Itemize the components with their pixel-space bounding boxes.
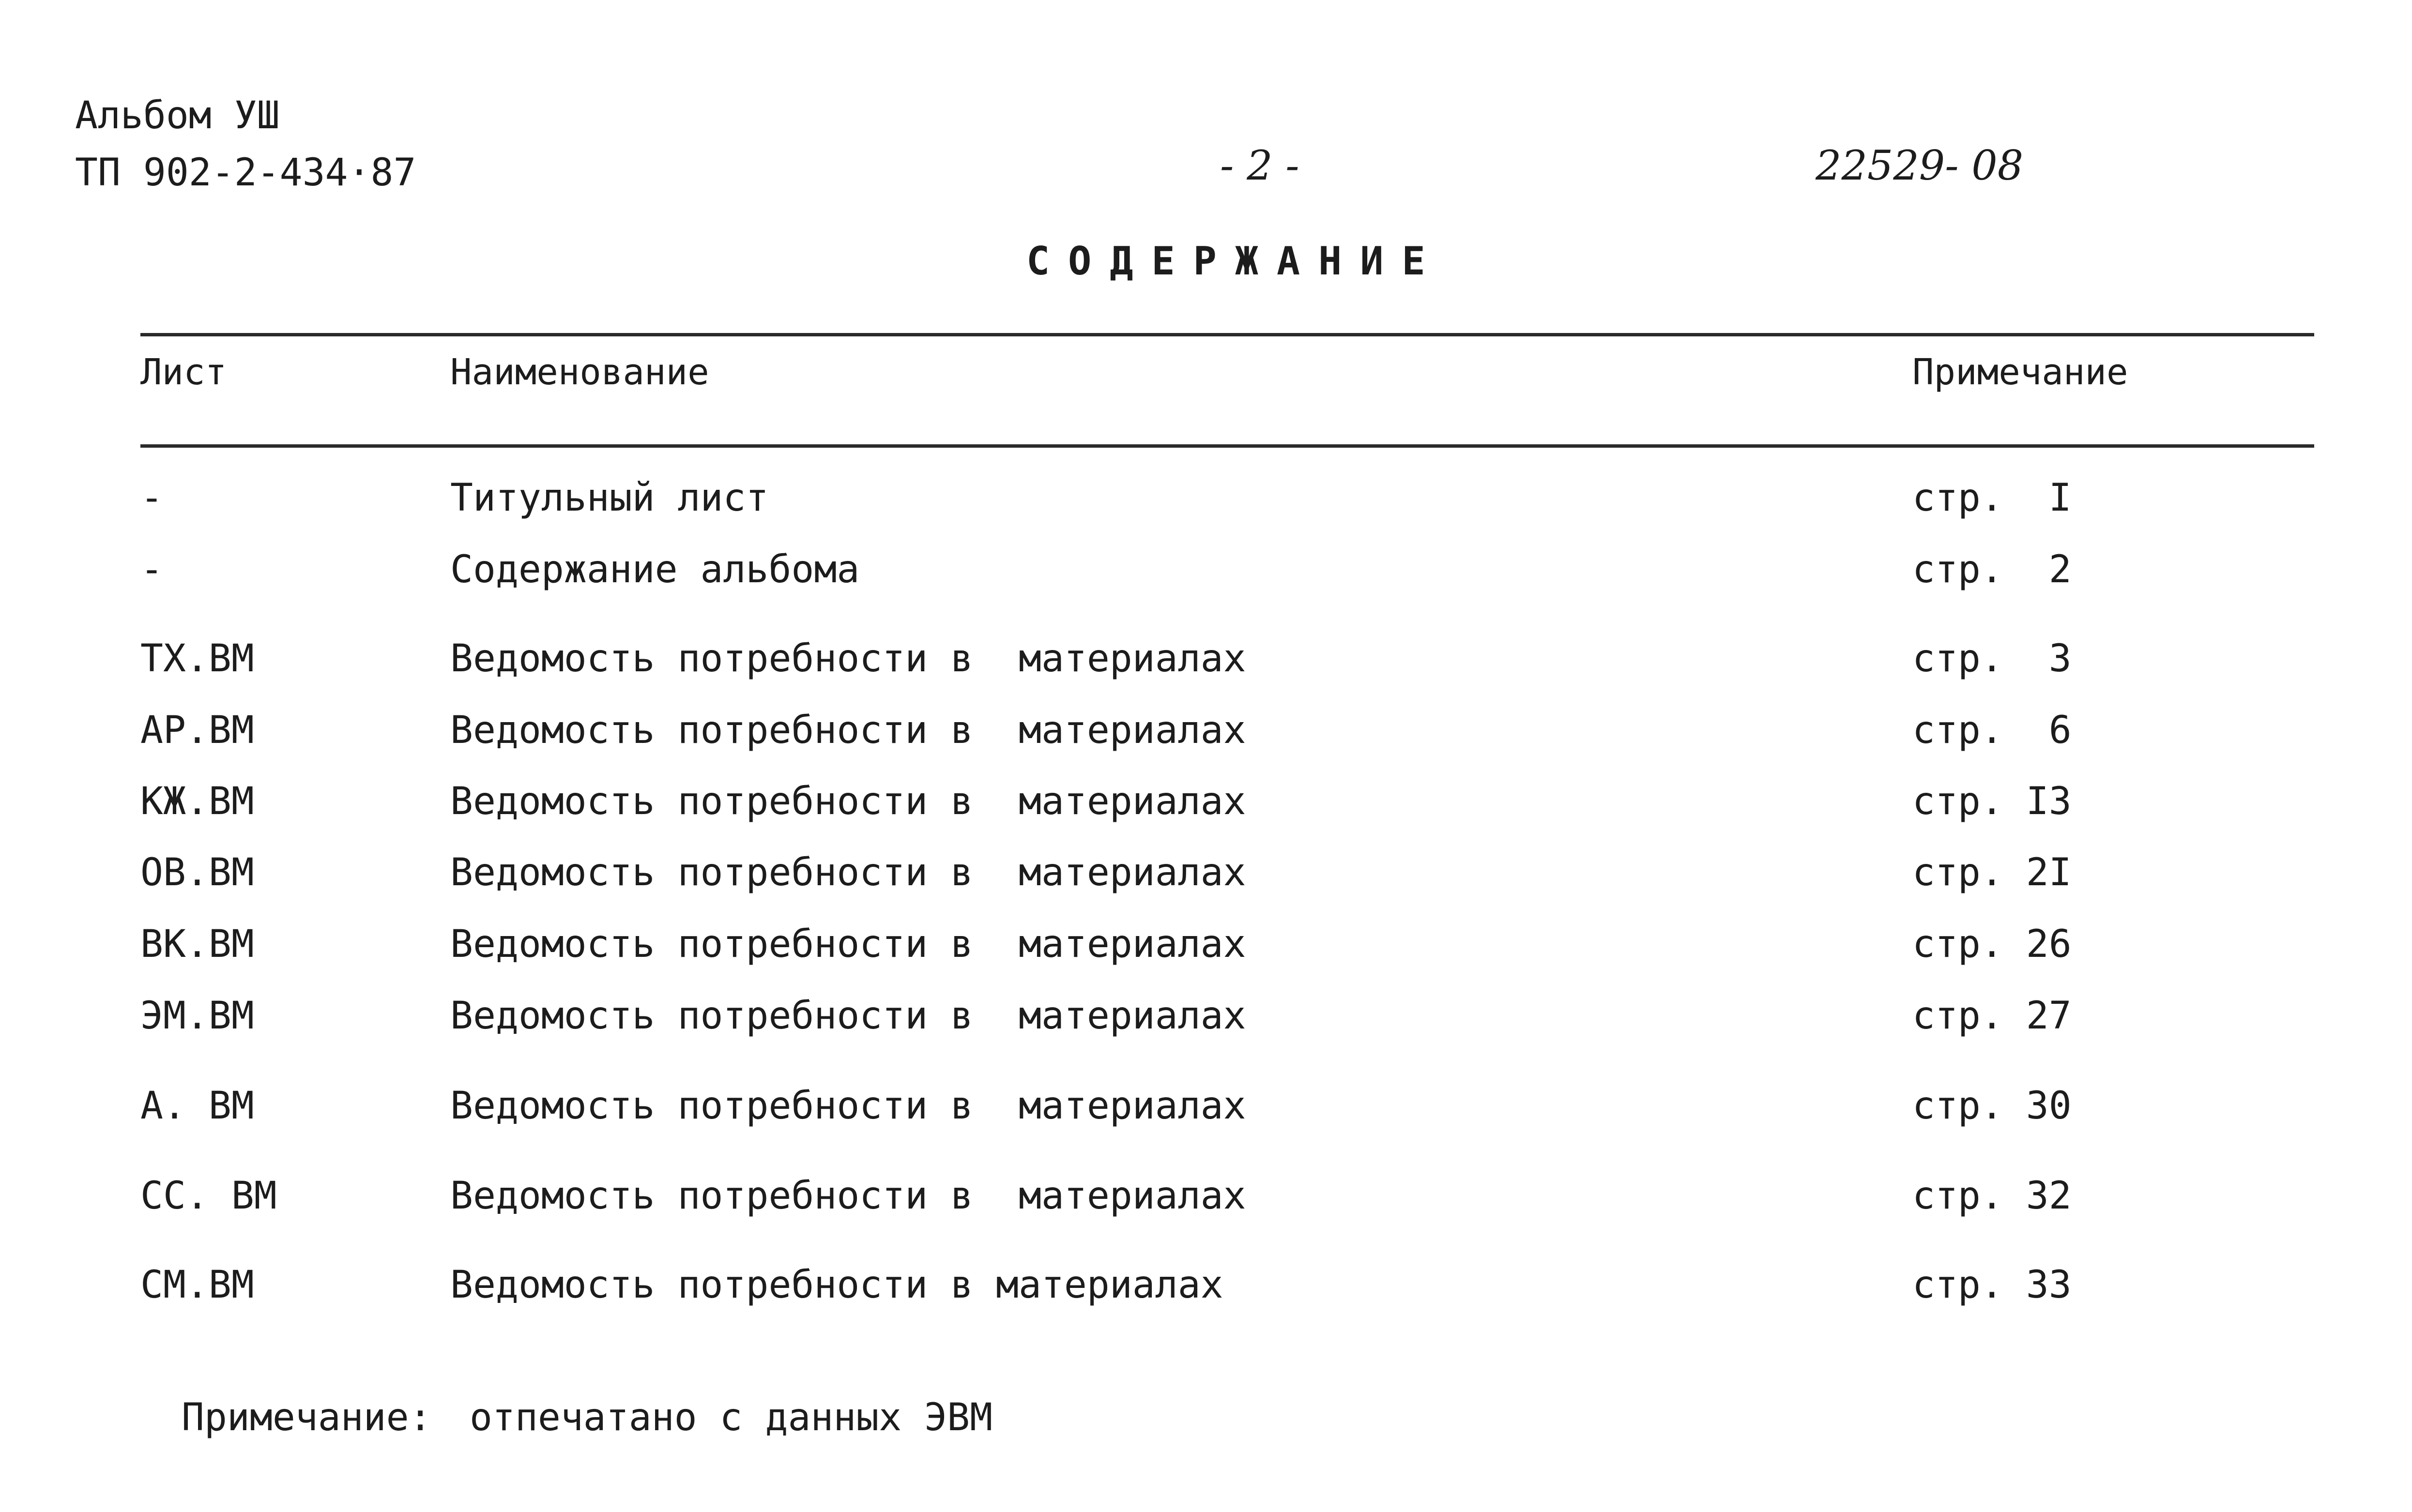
row-sheet: СС. ВМ — [140, 1174, 277, 1218]
row-name: Ведомость потребности в материалах — [450, 780, 1246, 823]
row-note: стр. 2 — [1912, 548, 2072, 591]
project-code: ТП 902-2-434·87 — [75, 151, 416, 195]
row-sheet: ЭМ.ВМ — [140, 994, 254, 1038]
row-name: Ведомость потребности в материалах — [450, 851, 1246, 894]
row-name: Ведомость потребности в материалах — [450, 1174, 1246, 1218]
page-number: - 2 - — [1220, 142, 1299, 189]
row-sheet: А. ВМ — [140, 1084, 254, 1128]
row-note: стр. 33 — [1912, 1263, 2072, 1307]
row-sheet: ОВ.ВМ — [140, 851, 254, 894]
album-label: Альбом УШ — [75, 94, 280, 137]
page-title: СОДЕРЖАНИЕ — [1026, 239, 1444, 284]
row-sheet: - — [140, 476, 163, 520]
row-note: стр. I3 — [1912, 780, 2072, 823]
row-name: Ведомость потребности в материалах — [450, 1263, 1223, 1307]
row-note: стр. 30 — [1912, 1084, 2072, 1128]
row-sheet: - — [140, 548, 163, 591]
footnote-text: отпечатано с данных ЭВМ — [470, 1396, 993, 1439]
column-header-name: Наименование — [450, 351, 709, 393]
document-code: 22529- 08 — [1816, 142, 2024, 189]
column-header-note: Примечание — [1912, 351, 2128, 393]
row-note: стр. 6 — [1912, 709, 2072, 752]
footnote-label: Примечание: — [182, 1396, 432, 1439]
table-header-rule — [140, 444, 2314, 448]
table-top-rule — [140, 333, 2314, 336]
row-sheet: ТХ.ВМ — [140, 637, 254, 680]
row-name: Содержание альбома — [450, 548, 860, 591]
row-name: Титульный лист — [450, 476, 769, 520]
row-name: Ведомость потребности в материалах — [450, 922, 1246, 966]
row-sheet: ВК.ВМ — [140, 922, 254, 966]
row-sheet: АР.ВМ — [140, 709, 254, 752]
row-note: стр. 32 — [1912, 1174, 2072, 1218]
row-note: стр. 27 — [1912, 994, 2072, 1038]
row-sheet: КЖ.ВМ — [140, 780, 254, 823]
row-name: Ведомость потребности в материалах — [450, 1084, 1246, 1128]
row-note: стр. 26 — [1912, 922, 2072, 966]
row-name: Ведомость потребности в материалах — [450, 637, 1246, 680]
row-note: стр. 2I — [1912, 851, 2072, 894]
row-name: Ведомость потребности в материалах — [450, 709, 1246, 752]
row-note: стр. I — [1912, 476, 2072, 520]
row-name: Ведомость потребности в материалах — [450, 994, 1246, 1038]
row-sheet: СМ.ВМ — [140, 1263, 254, 1307]
column-header-sheet: Лист — [140, 351, 227, 393]
row-note: стр. 3 — [1912, 637, 2072, 680]
